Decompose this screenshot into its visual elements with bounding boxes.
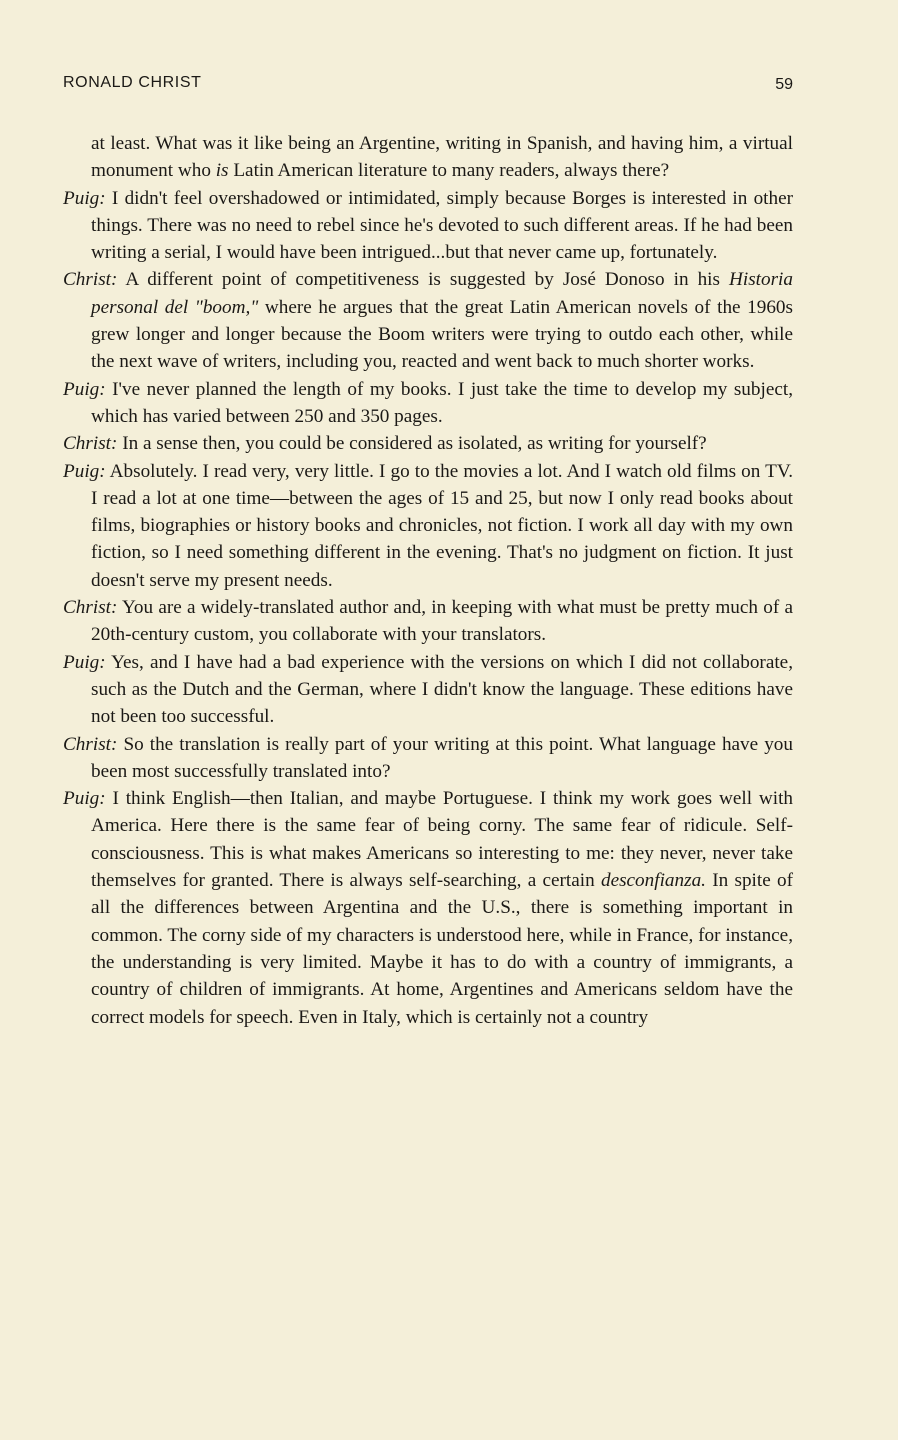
speaker-label: Puig:: [63, 788, 106, 810]
emphasis-is: is: [215, 160, 229, 182]
speaker-label: Christ:: [63, 733, 118, 755]
speaker-label: Puig:: [63, 651, 106, 673]
interview-text: [63, 130, 793, 1031]
page-number: 59: [775, 76, 793, 93]
paragraph-puig-3: Puig: Absolutely. I read very, very little. I go to the movies a lot. And I watch old films on TV. I read a lot at one time—between the ages of 15 and 25, but now I only read books about films, biographies or history books and chronicles, not fiction. I work all day with my own fiction, so I need something different in the evening. That's no judgment on fiction. It just doesn't serve my present needs.: [63, 460, 793, 591]
paragraph-christ-2: Christ: In a sense then, you could be considered as isolated, as writing for yourself?: [63, 433, 707, 455]
speaker-label: Puig:: [63, 378, 106, 400]
paragraph-christ-3: Christ: You are a widely-translated author and, in keeping with what must be pretty much of a 20th-century custom, you collaborate with your translators.: [63, 597, 793, 646]
speaker-label: Puig:: [63, 187, 106, 209]
paragraph-puig-5: Puig: I think English—then Italian, and maybe Portuguese. I think my work goes well with America. Here there is the same fear of being corny. The same fear of ridicule. Self-consciousness. This is what makes Americans so interesting to me: they never, never take themselves for granted. There is always self-searching, a certain desconfianza. In spite of all the differences between Argentina and the U.S., there is something important in common. The corny side of my characters is understood here, while in France, for instance, the understanding is very limited. Maybe it has to do with a country of immigrants, a country of children of immigrants. At home, Argentines and Americans seldom have the correct models for speech. Even in Italy, which is certainly not a country: [63, 788, 793, 1028]
emphasis-desconfianza: desconfianza.: [600, 870, 706, 892]
paragraph-puig-2: Puig: I've never planned the length of my books. I just take the time to develop my subject, which has varied between 250 and 350 pages.: [63, 378, 793, 427]
paragraph-continuation: at least. What was it like being an Argentine, writing in Spanish, and having him, a virtual monument who is Latin American literature to many readers, always there?: [91, 133, 793, 182]
running-head-author: RONALD CHRIST: [63, 74, 202, 91]
paragraph-puig-1: Puig: I didn't feel overshadowed or intimidated, simply because Borges is interested in other things. There was no need to rebel since he's devoted to such different areas. If he had been writing a serial, I would have been intrigued...but that never came up, fortunately.: [63, 187, 793, 264]
speaker-label: Christ:: [63, 597, 118, 619]
speaker-label: Christ:: [63, 433, 118, 455]
paragraph-puig-4: Puig: Yes, and I have had a bad experience with the versions on which I did not collaborate, such as the Dutch and the German, where I didn't know the language. These editions have not been too successful.: [63, 651, 793, 728]
book-title: Historia personal del "boom,": [91, 269, 793, 318]
paragraph-christ-4: Christ: So the translation is really part of your writing at this point. What language have you been most successfully translated into?: [63, 733, 793, 782]
paragraph-christ-1: Christ: A different point of competitiveness is suggested by José Donoso in his Historia personal del "boom," where he argues that the great Latin American novels of the 1960s grew longer and longer because the Boom writers were trying to outdo each other, while the next wave of writers, including you, reacted and went back to much shorter works.: [63, 269, 793, 373]
speaker-label: Christ:: [63, 269, 118, 291]
speaker-label: Puig:: [63, 460, 106, 482]
running-head: [63, 74, 793, 98]
